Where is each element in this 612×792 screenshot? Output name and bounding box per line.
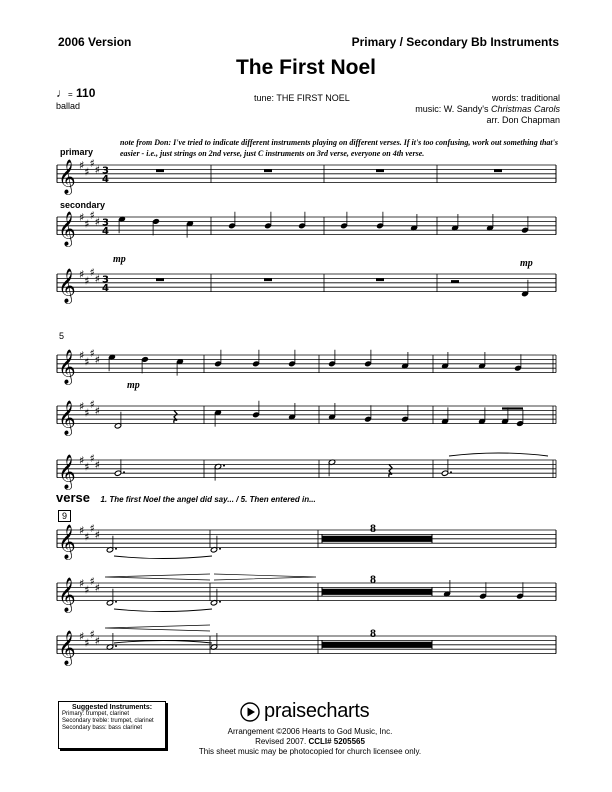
tempo-value: 110 [76,86,96,100]
sharp-sign: ♯ [79,630,85,643]
sharp-sign: ♯ [94,458,100,472]
treble-clef: 𝄞 [58,454,76,490]
sharp-sign: ♯ [94,634,100,648]
dynamic-mp: mp [127,380,140,391]
credit-words: words: traditional [491,93,560,103]
sharp-sign: ♯ [89,397,95,411]
augmentation-dot [123,471,125,473]
sharp-sign: ♯ [79,577,85,590]
sharp-sign: ♯ [79,349,85,362]
sharp-sign: ♯ [84,355,90,369]
dynamic-mp: mp [113,254,126,265]
suggested-secondary-treble: Secondary treble: trumpet, clarinet [62,718,154,724]
time-signature: 3 [102,274,109,286]
eighth-beam [502,407,523,409]
tie [114,609,212,612]
multi-measure-rest [322,642,432,648]
sharp-sign: ♯ [94,272,100,286]
instruments-label: Primary / Secondary Bb Instruments [351,35,559,49]
sharp-sign: ♯ [89,574,95,588]
whole-rest [156,278,164,281]
tie [114,556,212,559]
rehearsal-mark: 9 [58,510,71,522]
sharp-sign: ♯ [84,636,90,650]
page-title: The First Noel [235,56,377,79]
phrase-slur [449,453,548,456]
time-signature: 3 [102,165,109,177]
sharp-sign: ♯ [84,274,90,288]
treble-clef: 𝄞 [58,159,76,195]
time-signature: 4 [102,174,109,186]
augmentation-dot [219,601,221,603]
treble-clef: 𝄞 [58,524,76,560]
augmentation-dot [219,548,221,550]
tune-name: tune: THE FIRST NOEL [254,93,350,103]
time-signature: 4 [102,226,109,238]
sharp-sign: ♯ [79,524,85,537]
footer-text [180,727,440,757]
tempo-marking: ♩= 110 [56,86,96,100]
sharp-sign: ♯ [94,163,100,177]
sharp-sign: ♯ [89,346,95,360]
sharp-sign: ♯ [94,528,100,542]
quarter-rest [389,464,392,477]
sharp-sign: ♯ [94,215,100,229]
sharp-sign: ♯ [84,530,90,544]
treble-clef: 𝄞 [58,211,76,247]
staff-label-secondary: secondary [60,200,106,210]
tie [114,641,212,644]
sharp-sign: ♯ [89,156,95,170]
decrescendo-hairpin [214,574,316,580]
sharp-sign: ♯ [89,265,95,279]
multirest-count: 8 [370,626,376,640]
suggested-instruments-box [58,701,166,749]
sharp-sign: ♯ [79,400,85,413]
multi-measure-rest [322,589,432,595]
dynamic-mp: mp [520,258,533,269]
sharp-sign: ♯ [94,353,100,367]
suggested-heading: Suggested Instruments: [71,704,153,711]
version-label: 2006 Version [58,35,132,49]
augmentation-dot [115,645,117,647]
whole-rest [264,169,272,172]
sharp-sign: ♯ [89,627,95,641]
sharp-sign: ♯ [84,583,90,597]
augmentation-dot [115,548,117,550]
play-icon [240,702,260,722]
multi-measure-rest [322,536,432,542]
sharp-sign: ♯ [94,581,100,595]
tempo-style: ballad [56,101,81,111]
sharp-sign: ♯ [89,208,95,222]
section-label: verse [56,490,90,505]
whole-rest [376,169,384,172]
quarter-rest [174,410,177,423]
whole-rest [494,169,502,172]
staff-label-primary: primary [60,147,94,157]
sharp-sign: ♯ [84,460,90,474]
treble-clef: 𝄞 [58,577,76,613]
measure-number: 5 [59,331,65,341]
time-signature: 4 [102,283,109,295]
treble-clef: 𝄞 [58,268,76,304]
time-signature: 3 [102,217,109,229]
augmentation-dot [115,601,117,603]
praisecharts-logo [240,700,369,723]
sharp-sign: ♯ [84,406,90,420]
verse-lyrics-cue: 1. The first Noel the angel did say... / 5. Then entered in... [100,495,316,504]
treble-clef: 𝄞 [58,400,76,436]
whole-rest [264,278,272,281]
revision-line: Revised 2007. CCLI# 5205565 [255,737,365,746]
arranger-note: note from Don: I've tried to indicate different instruments playing on different verses. If it's too confusing, work out something that's easier - i.e., just strings on 2nd verse, just C instruments on 3rd verse, everyone on 4th verse. [120,138,558,158]
credit-music: music: W. Sandy's Christmas Carols [415,104,560,114]
sharp-sign: ♯ [79,454,85,467]
sharp-sign: ♯ [79,211,85,224]
sharp-sign: ♯ [89,521,95,535]
augmentation-dot [450,471,452,473]
sharp-sign: ♯ [84,165,90,179]
sharp-sign: ♯ [89,451,95,465]
sharp-sign: ♯ [79,159,85,172]
whole-rest [156,169,164,172]
whole-rest [376,278,384,281]
treble-clef: 𝄞 [58,630,76,666]
sharp-sign: ♯ [84,217,90,231]
multirest-count: 8 [370,521,376,535]
suggested-primary: Primary: trumpet, clarinet [62,711,130,717]
crescendo-hairpin [105,574,210,580]
copyright-line: Arrangement ©2006 Hearts to God Music, Inc. [227,727,393,736]
crescendo-hairpin [105,625,210,631]
quarter-note-icon: ♩ [56,86,68,100]
treble-clef: 𝄞 [58,349,76,385]
sharp-sign: ♯ [94,404,100,418]
credit-arranger: arr. Don Chapman [486,115,560,125]
license-line: This sheet music may be photocopied for church licensee only. [198,747,422,756]
sharp-sign: ♯ [79,268,85,281]
multirest-count: 8 [370,572,376,586]
logo-text: praisecharts [264,700,370,722]
suggested-secondary-bass: Secondary bass: bass clarinet [62,725,143,731]
half-rest [451,280,459,283]
augmentation-dot [223,465,225,467]
